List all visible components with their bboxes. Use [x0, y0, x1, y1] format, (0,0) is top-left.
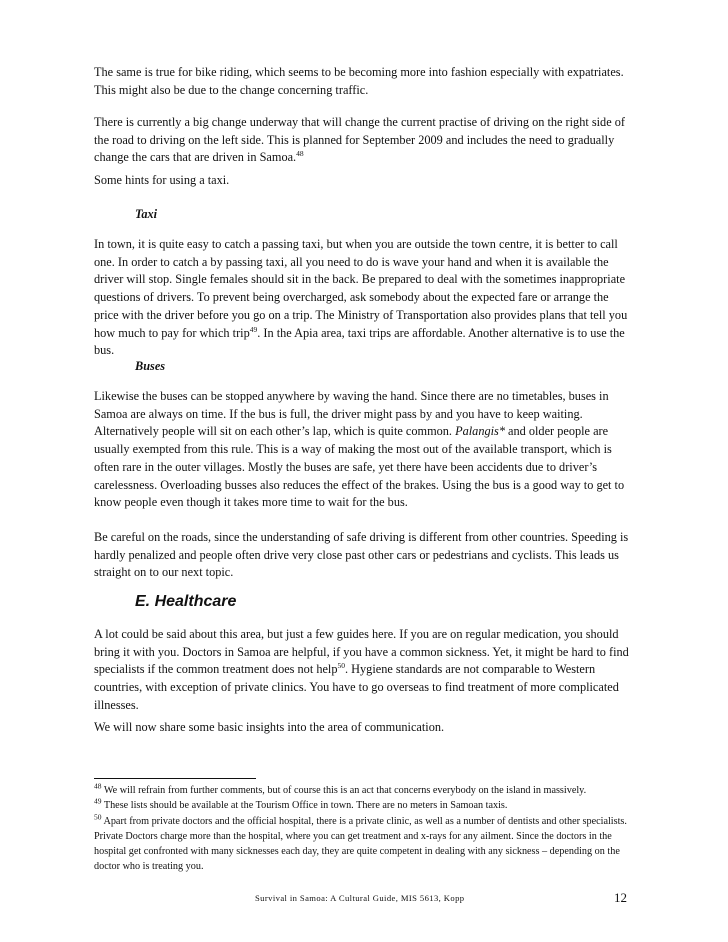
paragraph-buses-text: Likewise the buses can be stopped anywhere by waving the hand. Since there are no timetables, buses in Samoa are always on time. If the bus is full, the driver might pass by and you have to keep waiting. Alternatively people will sit on each other’s lap, which is quite common.: [94, 389, 609, 439]
page-number: 12: [614, 890, 627, 905]
paragraph-driving-change: [94, 114, 636, 167]
footnote-49: [94, 798, 636, 813]
paragraph-taxi: [94, 236, 636, 360]
paragraph-road-safety: Be careful on the roads, since the understanding of safe driving is different from other countries. Speeding is hardly penalized and people often drive very close past other cars or pedestrians and cyclists. This leads us straight on to our next topic.: [94, 530, 629, 580]
paragraph-bike-riding: The same is true for bike riding, which seems to be becoming more into fashion especially with expatriates. This might also be due to the change concerning traffic.: [94, 65, 624, 97]
paragraph-healthcare-text: A lot could be said about this area, but just a few guides here. If you are on regular medication, you should bring it with you. Doctors in Samoa are helpful, if you have a common sickness. Yet, it might be hard to find specialists if the common treatment does not help: [94, 627, 629, 677]
paragraph-taxi-text: In town, it is quite easy to catch a passing taxi, but when you are outside the town centre, it is better to call one. In order to catch a by passing taxi, all you need to do is wave your hand and when it is available the driver will stop. Single females should sit in the back. Be prepared to deal with the sometimes inappropriate questions of drivers. To prevent being overcharged, ask somebody about the expected fare or arrange the price with the driver before you go on a trip. The Ministry of Transportation also provides plans that tell you how much to pay for which trip: [94, 237, 628, 340]
paragraph-healthcare: [94, 626, 636, 715]
palangis-term: Palangis*: [455, 424, 505, 439]
subheading-taxi: Taxi: [135, 207, 158, 221]
footnote-text: These lists should be available at the Tourism Office in town. There are no meters in Samoan taxis.: [101, 800, 508, 812]
footnote-ref-50[interactable]: 50: [337, 661, 345, 671]
footnote-50: [94, 814, 636, 875]
footnote-number: 49: [94, 796, 102, 806]
paragraph-communication: We will now share some basic insights into the area of communication.: [94, 720, 445, 734]
footnote-separator: [94, 778, 256, 779]
paragraph-taxi-text-end: . In the Apia area, taxi trips are affordable. Another alternative is to use the bus.: [94, 325, 625, 358]
footnote-48: [94, 783, 636, 798]
running-footer: Survival in Samoa: A Cultural Guide, MIS 5613, Kopp: [255, 893, 465, 903]
paragraph-buses: [94, 388, 636, 512]
footnote-ref-49[interactable]: 49: [249, 324, 258, 334]
footnotes: [94, 783, 636, 875]
paragraph-buses-text-end: and older people are usually exempted from this rule. This is a way of making the most out of the available transport, which is often rare in the outer villages. Mostly the buses are safe, yet there have been accidents due to driver’s carelessness. Overloading busses also reduces the effect of the brakes. Using the bus is a good way to get to know people even though it takes more time to wait for the bus.: [94, 424, 625, 510]
section-heading-healthcare: E. Healthcare: [135, 593, 237, 610]
subheading-buses: Buses: [135, 359, 166, 373]
paragraph-healthcare-text-end: . Hygiene standards are not comparable to Western countries, with exception of private clinics. You have to go overseas to find treatment of more complicated illnesses.: [94, 662, 619, 712]
footnote-number: 48: [94, 781, 102, 791]
footnote-number: 50: [94, 812, 102, 822]
footnote-text: Apart from private doctors and the official hospital, there is a private clinic, as well as a number of dentists and other specialists. Private Doctors charge more than the hospital, where you can get treatment and x-rays for any ailment. Since the doctors in the hospital get confronted with many sicknesses each day, they are quite competent in dealing with any sickness – depending on the doctor who is treating you.: [94, 815, 627, 873]
paragraph-taxi-hints: Some hints for using a taxi.: [94, 173, 230, 187]
footnote-ref-48[interactable]: 48: [296, 149, 304, 159]
footnote-text: We will refrain from further comments, but of course this is an act that concerns everybody on the island in massively.: [101, 785, 587, 796]
paragraph-driving-change-text: There is currently a big change underway that will change the current practise of driving on the right side of the road to driving on the left side. This is planned for September 2009 and includes the need to gradually change the cars that are driven in Samoa.: [94, 115, 625, 165]
